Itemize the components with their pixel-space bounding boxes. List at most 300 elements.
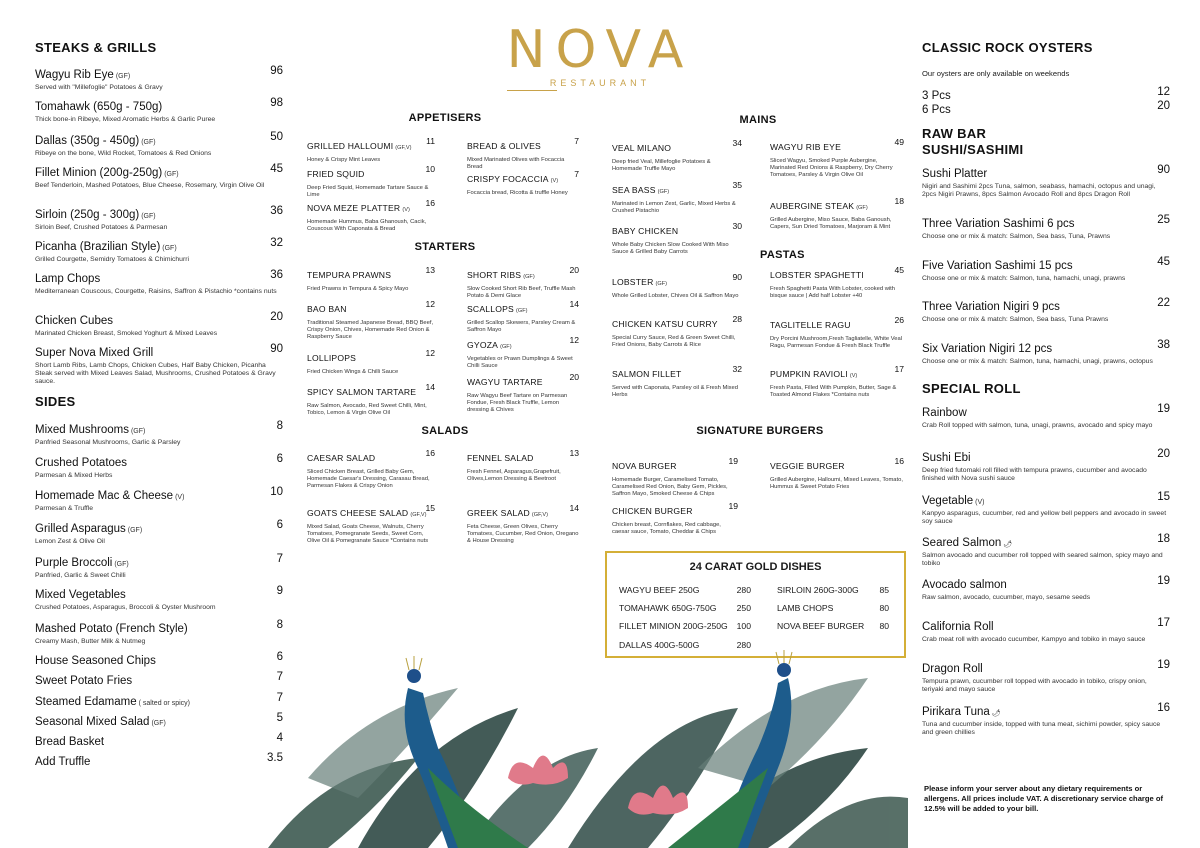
salads-heading: SALADS — [421, 425, 469, 437]
menu-item-description: Chicken breast, Cornflakes, Red cabbage, caesar sauce, Tomato, Cheddar & Chips — [612, 522, 721, 535]
menu-item-description: Tuna and cucumber inside, topped with tuna meat, sichimi powder, spicy sauce and green chillies — [922, 721, 1161, 736]
starters-heading: STARTERS — [414, 241, 476, 253]
menu-item-name: Sirloin (250g - 300g) — [35, 209, 140, 221]
menu-item-price: 7 — [276, 553, 283, 565]
menu-item-title-row — [467, 136, 579, 154]
menu-item-price: 8 — [276, 420, 283, 432]
menu-item-description: Sliced Chicken Breast, Grilled Baby Gem, Homemade Caesar's Dressing, Carasau Bread, Parmesan Flakes & Crispy Onion — [307, 469, 430, 489]
menu-item-title-row — [35, 269, 283, 287]
menu-item-title-row — [922, 448, 1170, 466]
menu-item — [35, 97, 283, 124]
menu-item-price: 28 — [732, 314, 742, 324]
leaves-decoration — [268, 678, 908, 848]
menu-item — [35, 692, 283, 710]
menu-item — [467, 136, 579, 171]
menu-item-description: Crab meat roll with avocado cucumber, Kampyo and tobiko in mayo sauce — [922, 636, 1146, 643]
menu-item — [612, 364, 742, 399]
menu-item-description: Homemade Burger, Caramelised Tomato, Caramelised Red Onion, Baby Gem, Pickles, Saffron Mayo, Smoked Cheese & Chips — [612, 477, 728, 497]
menu-item-price: 45 — [1157, 256, 1170, 268]
menu-item-description: Marinated Chicken Breast, Smoked Yoghurt & Mixed Leaves — [35, 330, 218, 337]
oysters-heading: CLASSIC ROCK OYSTERS — [922, 40, 1093, 55]
menu-item-description: Choose one or mix & match: Salmon, tuna, hamachi, unagi, prawns, octopus — [922, 358, 1153, 365]
menu-item-price: 7 — [276, 671, 283, 683]
menu-item-name: CHICKEN BURGER — [612, 506, 693, 516]
menu-item — [467, 169, 579, 197]
menu-item-title-row — [35, 420, 283, 438]
menu-item-name: Three Variation Sashimi 6 pcs — [922, 218, 1075, 230]
menu-item-description: Vegetables or Prawn Dumplings & Sweet Chilli Sauce — [467, 356, 573, 369]
menu-item-title-row — [307, 136, 435, 154]
menu-item-price: 45 — [270, 163, 283, 175]
menu-item-price: 18 — [1157, 533, 1170, 545]
menu-item — [35, 269, 283, 296]
menu-item-description: Choose one or mix & match: Salmon, Sea bass, Tuna, Prawns — [922, 233, 1111, 240]
menu-item-description: Nigiri and Sashimi 2pcs Tuna, salmon, seabass, hamachi, octopus and unagi, 2pcs Nigiri Prawns, 8pcs Salmon Avocado Roll and 8pcs Dragon Roll — [922, 183, 1156, 198]
menu-item — [612, 221, 742, 256]
special-roll-heading: SPECIAL ROLL — [922, 381, 1021, 396]
menu-item-title-row — [612, 314, 742, 332]
menu-item-name: CHICKEN KATSU CURRY — [612, 319, 718, 329]
dietary-tag: (V) — [175, 494, 185, 501]
menu-item-title-row — [35, 692, 283, 710]
dietary-tag: (V) — [402, 207, 410, 213]
menu-item-name: California Roll — [922, 621, 994, 633]
menu-item — [612, 180, 742, 215]
menu-item — [922, 214, 1170, 241]
mains-heading: MAINS — [739, 114, 777, 126]
menu-item-description: Raw Salmon, Avocado, Red Sweet Chilli, Mint, Tobico, Lemon & Virgin Olive Oil — [307, 403, 427, 416]
dietary-tag: (GF) — [162, 245, 177, 252]
gold-dishes-heading: 24 CARAT GOLD DISHES — [689, 561, 822, 573]
menu-item-name: Homemade Mac & Cheese — [35, 490, 174, 502]
menu-item-price: 13 — [425, 265, 435, 275]
menu-item-title-row — [922, 617, 1170, 635]
menu-item-description: Homemade Hummus, Baba Ghanoush, Cacik, Couscous With Caponata & Bread — [307, 219, 427, 232]
dietary-tag: (GF) — [657, 189, 670, 195]
menu-item-title-row — [307, 348, 435, 366]
menu-item-title-row — [922, 256, 1170, 274]
menu-item-price: 10 — [270, 486, 283, 498]
menu-item-description: Fried Chicken Wings & Chilli Sauce — [307, 369, 399, 375]
menu-item-description: Mixed Salad, Goats Cheese, Walnuts, Cherry Tomatoes, Pomegranate Seeds, Sweet Corn, Olive Oil & Pomegranate Sauce *Contains nuts — [307, 524, 429, 544]
menu-item-price: 32 — [732, 364, 742, 374]
menu-item-name: FRIED SQUID — [307, 169, 365, 179]
gold-dish-name: FILLET MINION 200G-250G — [619, 621, 728, 631]
rawbar-heading: RAW BAR — [922, 126, 987, 141]
menu-item-name: NOVA MEZE PLATTER — [307, 203, 401, 213]
menu-item — [307, 198, 435, 233]
menu-item — [467, 448, 579, 483]
menu-item-name: 6 Pcs — [922, 104, 951, 116]
menu-item — [307, 136, 435, 164]
menu-item-title-row — [922, 659, 1170, 677]
menu-item-name: Three Variation Nigiri 9 pcs — [922, 301, 1060, 313]
menu-item — [922, 164, 1170, 199]
menu-item-name: Add Truffle — [35, 756, 91, 768]
menu-item-name: Purple Broccoli — [35, 557, 113, 569]
menu-item-description: Deep fried Veal, Millefoglie Potatoes & Homemade Truffle Mayo — [612, 159, 711, 172]
logo-subtitle: RESTAURANT — [549, 78, 651, 88]
menu-item-title-row — [467, 448, 579, 466]
gold-dish-price: 280 — [736, 640, 751, 650]
menu-item — [467, 335, 579, 370]
menu-item-name: GREEK SALAD — [467, 508, 530, 518]
menu-item — [612, 272, 742, 300]
menu-item-description: Fresh Spaghetti Pasta With Lobster, cooked with bisque sauce | Add half Lobster +40 — [770, 286, 896, 299]
menu-item-price: 19 — [1157, 403, 1170, 415]
menu-item-title-row — [922, 339, 1170, 357]
menu-item-name: GRILLED HALLOUMI — [307, 141, 394, 151]
menu-item-description: Parmesan & Truffle — [35, 505, 94, 512]
menu-item — [307, 265, 435, 293]
menu-item — [35, 585, 283, 612]
menu-item-description: Whole Baby Chicken Slow Cooked With Miso Sauce & Grilled Baby Carrots — [612, 242, 729, 255]
menu-item-title-row — [922, 491, 1170, 509]
menu-item-title-row — [612, 138, 742, 156]
menu-item-title-row — [467, 169, 579, 187]
menu-item-description: Choose one or mix & match: Salmon, tuna, hamachi, unagi, prawns — [922, 275, 1126, 282]
menu-item-price: 20 — [569, 372, 579, 382]
menu-item-price: 6 — [276, 519, 283, 531]
menu-item — [922, 575, 1170, 602]
menu-item-description: Traditional Steamed Japanese Bread, BBQ Beef, Crispy Onion, Chives, Homemade Red Onion & Raspberry Sauce — [307, 320, 434, 340]
menu-item-price: 7 — [574, 136, 579, 146]
gold-dish — [619, 621, 751, 631]
menu-item-title-row — [922, 100, 1170, 118]
menu-item-title-row — [612, 456, 738, 474]
menu-item-price: 14 — [425, 382, 435, 392]
menu-item — [922, 491, 1170, 526]
menu-item-description: Tempura prawn, cucumber roll topped with avocado in tobiko, crispy onion, teriyaki and mayo sauce — [922, 678, 1147, 693]
menu-item-title-row — [35, 553, 283, 571]
menu-item — [770, 315, 904, 350]
menu-item-description: Feta Cheese, Green Olives, Cherry Tomatoes, Cucumber, Red Onion, Oregano & House Dressing — [467, 524, 579, 544]
menu-item-name: SHORT RIBS — [467, 270, 522, 280]
menu-item-price: 96 — [270, 65, 283, 77]
menu-item-price: 34 — [732, 138, 742, 148]
menu-item — [35, 311, 283, 338]
gold-dish — [619, 585, 751, 595]
dietary-tag: (GF) — [151, 720, 166, 727]
dietary-tag: 🌶 — [991, 710, 1001, 717]
menu-item-title-row — [612, 501, 738, 519]
menu-item-title-row — [922, 702, 1170, 720]
dietary-tag: (GF,V) — [395, 145, 412, 151]
menu-item — [307, 382, 435, 417]
menu-item-name: VEAL MILANO — [612, 143, 672, 153]
menu-item — [467, 265, 579, 300]
menu-item — [467, 372, 579, 414]
menu-item-name: WAGYU RIB EYE — [770, 142, 842, 152]
dietary-tag: (GF) — [500, 344, 512, 350]
menu-item — [35, 420, 283, 447]
menu-item-price: 20 — [270, 311, 283, 323]
menu-item-price: 38 — [1157, 339, 1170, 351]
menu-item-title-row — [307, 164, 435, 182]
dietary-tag: 🌶 — [1003, 541, 1013, 548]
menu-item-name: CRISPY FOCACCIA — [467, 174, 549, 184]
menu-item-price: 20 — [569, 265, 579, 275]
menu-item — [35, 519, 283, 546]
menu-item — [35, 65, 283, 92]
menu-item — [35, 651, 283, 669]
peacock-illustration — [268, 648, 908, 848]
menu-item-name: Mixed Vegetables — [35, 589, 126, 601]
menu-item-description: Grilled Courgette, Semidry Tomatoes & Chimichurri — [35, 256, 189, 263]
dietary-tag: (GF) — [164, 171, 179, 178]
menu-item-name: Wagyu Rib Eye — [35, 69, 114, 81]
menu-item-name: LOLLIPOPS — [307, 353, 357, 363]
menu-item-title-row — [307, 503, 435, 521]
menu-item-price: 49 — [894, 137, 904, 147]
menu-item-price: 90 — [270, 343, 283, 355]
menu-item — [922, 256, 1170, 283]
menu-item-title-row — [770, 364, 904, 382]
steaks-heading: STEAKS & GRILLS — [35, 40, 157, 55]
menu-item-description: Deep Fried Squid, Homemade Tartare Sauce & Lime — [307, 185, 429, 198]
menu-item-title-row — [35, 311, 283, 329]
menu-item — [922, 659, 1170, 694]
menu-item-description: Dry Porcini Mushroom,Fresh Tagliatelle, White Veal Ragu, Parmesan Fondue & Fresh Black Truffle — [770, 336, 902, 349]
menu-item-name: AUBERGINE STEAK — [770, 201, 855, 211]
menu-item-name: LOBSTER SPAGHETTI — [770, 270, 864, 280]
dietary-tag: (GF) — [130, 428, 146, 435]
menu-item-price: 12 — [569, 335, 579, 345]
menu-item-title-row — [467, 265, 579, 283]
menu-item-title-row — [612, 180, 742, 198]
menu-item-name: SALMON FILLET — [612, 369, 682, 379]
menu-item-name: Tomahawk (650g - 750g) — [35, 101, 163, 113]
sides-heading: SIDES — [35, 394, 76, 409]
menu-item-price: 25 — [1157, 214, 1170, 226]
menu-item-price: 16 — [425, 198, 435, 208]
gold-dish-name: WAGYU BEEF 250G — [619, 585, 700, 595]
menu-item-name: NOVA BURGER — [612, 461, 677, 471]
menu-item-description: Slow Cooked Short Rib Beef, Truffle Mash Potato & Demi Glace — [467, 286, 576, 299]
menu-item-price: 98 — [270, 97, 283, 109]
menu-item — [35, 131, 283, 158]
menu-item-description: Short Lamb Ribs, Lamb Chops, Chicken Cubes, Half Baby Chicken, Picanha Steak served with Mixed Leaves Salad, Mushrooms, Crushed Potatoes & Gravy sauce. — [35, 362, 276, 385]
menu-item-name: SPICY SALMON TARTARE — [307, 387, 417, 397]
menu-item-name: Rainbow — [922, 407, 967, 419]
menu-item-title-row — [307, 448, 435, 466]
menu-item-name: Seared Salmon — [922, 537, 1002, 549]
rawbar-subheading: SUSHI/SASHIMI — [922, 142, 1024, 157]
menu-item-name: Dallas (350g - 450g) — [35, 135, 140, 147]
menu-item — [35, 205, 283, 232]
menu-item-description: Parmesan & Mixed Herbs — [35, 472, 113, 479]
menu-item-name: Super Nova Mixed Grill — [35, 347, 154, 359]
menu-item-title-row — [467, 503, 579, 521]
menu-item-price: 15 — [1157, 491, 1170, 503]
menu-item-price: 11 — [426, 136, 435, 146]
menu-item-description: Sirloin Beef, Crushed Potatoes & Parmesan — [35, 224, 168, 231]
dietary-tag: (V) — [550, 178, 559, 184]
gold-dish-price: 80 — [879, 603, 889, 613]
gold-dish-price: 80 — [879, 621, 889, 631]
menu-item-description: Crushed Potatoes, Asparagus, Broccoli & Oyster Mushroom — [35, 604, 216, 611]
menu-item-name: SCALLOPS — [467, 304, 514, 314]
menu-item-title-row — [35, 453, 283, 471]
menu-item — [35, 671, 283, 689]
menu-item-title-row — [35, 519, 283, 537]
menu-item-description: Grilled Scallop Skewers, Parsley Cream & Saffron Mayo — [467, 320, 576, 333]
menu-item-name: LOBSTER — [612, 277, 654, 287]
menu-item-name: Grilled Asparagus — [35, 523, 126, 535]
menu-item-price: 17 — [1157, 617, 1170, 629]
menu-item-title-row — [307, 265, 435, 283]
dietary-tag: (GF) — [655, 281, 668, 287]
menu-item-price: 45 — [894, 265, 904, 275]
menu-item-description: Mixed Marinated Olives with Focaccia Bread — [467, 157, 565, 170]
menu-item-description: Raw salmon, avocado, cucumber, mayo, sesame seeds — [922, 594, 1091, 601]
menu-item-name: Seasonal Mixed Salad — [35, 716, 150, 728]
menu-item-price: 7 — [276, 692, 283, 704]
menu-item-title-row — [922, 403, 1170, 421]
menu-item-description: Deep fried futomaki roll filled with tempura prawns, cucumber and avocado finished with Nova sushi sauce — [922, 467, 1147, 482]
menu-item-name: Mashed Potato (French Style) — [35, 623, 188, 635]
menu-item-name: TEMPURA PRAWNS — [307, 270, 392, 280]
gold-dish-price: 280 — [736, 585, 751, 595]
gold-dish — [777, 585, 889, 595]
menu-item-title-row — [922, 297, 1170, 315]
menu-item-description: Thick bone-in Ribeye, Mixed Aromatic Herbs & Garlic Puree — [35, 116, 216, 123]
menu-item — [467, 299, 579, 334]
dietary-tag: (GF) — [115, 73, 131, 80]
menu-item-name: 3 Pcs — [922, 90, 951, 102]
burgers-heading: SIGNATURE BURGERS — [696, 425, 824, 437]
menu-item-title-row — [307, 299, 435, 317]
menu-item-title-row — [307, 198, 435, 216]
menu-item-price: 6 — [276, 453, 283, 465]
menu-item-name: Five Variation Sashimi 15 pcs — [922, 260, 1073, 272]
menu-item-name: GYOZA — [467, 340, 499, 350]
menu-item-description: Served with Caponata, Parsley oil & Fresh Mixed Herbs — [612, 385, 738, 398]
gold-dish — [777, 621, 889, 631]
menu-item-price: 14 — [569, 299, 579, 309]
menu-item-title-row — [922, 575, 1170, 593]
menu-item-title-row — [612, 272, 742, 290]
menu-item-price: 4 — [276, 732, 283, 744]
menu-item-price: 3.5 — [267, 752, 283, 764]
menu-item-title-row — [307, 382, 435, 400]
menu-item-description: Sliced Wagyu, Smoked Purple Aubergine, Marinated Red Onions & Raspberry, Dry Cherry Tomatoes, Parsley & Virgin Olive Oil — [770, 158, 893, 178]
menu-item — [922, 533, 1170, 568]
menu-item-description: Grilled Aubergine, Halloumi, Mixed Leaves, Tomato, Hummus & Sweet Potato Fries — [770, 477, 903, 490]
menu-item-description: Raw Wagyu Beef Tartare on Parmesan Fondue, Fresh Black Truffle, Lemon dressing & Chives — [467, 393, 568, 413]
menu-item-title-row — [35, 163, 283, 181]
menu-item-name: Mixed Mushrooms — [35, 424, 129, 436]
menu-item-name: Steamed Edamame — [35, 696, 137, 708]
appetisers-heading: APPETISERS — [408, 112, 482, 124]
menu-item — [35, 732, 283, 750]
menu-item-title-row — [467, 372, 579, 390]
menu-item-description: Crab Roll topped with salmon, tuna, unagi, prawns, avocado and spicy mayo — [922, 422, 1153, 429]
menu-item-price: 17 — [894, 364, 904, 374]
menu-item-title-row — [770, 196, 904, 214]
menu-item-price: 6 — [276, 651, 283, 663]
menu-item-name: Lamp Chops — [35, 273, 101, 285]
menu-item-price: 20 — [1157, 100, 1170, 112]
menu-item — [307, 448, 435, 490]
menu-item-name: SEA BASS — [612, 185, 656, 195]
menu-item-price: 35 — [732, 180, 742, 190]
menu-item-price: 18 — [894, 196, 904, 206]
menu-item-price: 13 — [569, 448, 579, 458]
dietary-tag: (GF) — [127, 527, 143, 534]
menu-item — [307, 348, 435, 376]
menu-item-name: PUMPKIN RAVIOLI — [770, 369, 848, 379]
menu-item — [922, 702, 1170, 737]
dietary-tag: (V) — [849, 373, 858, 379]
menu-item — [35, 752, 283, 770]
menu-item-description: Grilled Aubergine, Miso Sauce, Baba Ganoush, Capers, Sun Dried Tomatoes, Marjoram & Mint — [770, 217, 892, 230]
menu-item-price: 19 — [728, 501, 738, 511]
menu-item-title-row — [35, 752, 283, 770]
menu-item — [35, 619, 283, 646]
menu-item-price: 16 — [894, 456, 904, 466]
menu-item — [35, 163, 283, 190]
menu-item-description: Panfried, Garlic & Sweet Chilli — [35, 572, 126, 579]
dietary-tag: (GF) — [141, 139, 156, 146]
gold-dish-name: NOVA BEEF BURGER — [777, 621, 865, 631]
menu-item-description: Creamy Mash, Butter Milk & Nutmeg — [35, 638, 146, 645]
menu-item-description: Honey & Crispy Mint Leaves — [307, 157, 381, 163]
logo-rule — [507, 90, 557, 91]
logo-wordmark: NOVA — [506, 20, 694, 80]
menu-item-name: Picanha (Brazilian Style) — [35, 241, 161, 253]
menu-item-title-row — [35, 343, 283, 361]
menu-item-price: 7 — [574, 169, 579, 179]
menu-item — [307, 503, 435, 545]
menu-item — [922, 448, 1170, 483]
menu-item — [35, 553, 283, 580]
dietary-tag: (GF) — [856, 205, 868, 211]
menu-item-name: Sushi Platter — [922, 168, 988, 180]
menu-item — [612, 456, 738, 498]
menu-item-name: Dragon Roll — [922, 663, 983, 675]
gold-dishes-box — [605, 551, 906, 658]
menu-item-title-row — [467, 335, 579, 353]
menu-item — [770, 364, 904, 399]
menu-item-description: Panfried Seasonal Mushrooms, Garlic & Parsley — [35, 439, 181, 446]
dietary-tag: (GF) — [114, 561, 129, 568]
gold-dish — [777, 603, 889, 613]
menu-item-name: FENNEL SALAD — [467, 453, 534, 463]
menu-item-description: Marinated in Lemon Zest, Garlic, Mixed Herbs & Crushed Pistachio — [612, 201, 736, 214]
menu-item-price: 10 — [425, 164, 435, 174]
gold-dish-name: TOMAHAWK 650G-750G — [619, 603, 717, 613]
menu-item — [307, 299, 435, 341]
dietary-tag: (GF) — [141, 213, 156, 220]
menu-item-description: Fresh Pasta, Filled With Pumpkin, Butter, Sage & Toasted Almond Flakes *Contains nuts — [770, 385, 897, 398]
menu-item-name: Avocado salmon — [922, 579, 1007, 591]
menu-item-title-row — [35, 671, 283, 689]
menu-item-title-row — [35, 131, 283, 149]
dietary-tag: (V) — [975, 499, 985, 506]
menu-item-price: 15 — [425, 503, 435, 513]
menu-item-title-row — [35, 237, 283, 255]
menu-item-description: Mediterranean Couscous, Courgette, Raisins, Saffron & Pistachio *contains nuts — [35, 288, 277, 295]
menu-item-name: Vegetable — [922, 495, 974, 507]
menu-item-title-row — [770, 315, 904, 333]
menu-item-price: 30 — [732, 221, 742, 231]
gold-dish-name: DALLAS 400G-500G — [619, 640, 700, 650]
menu-item-name: CAESAR SALAD — [307, 453, 376, 463]
menu-item-name: Pirikara Tuna — [922, 706, 990, 718]
menu-item-price: 36 — [270, 205, 283, 217]
menu-item-name: Bread Basket — [35, 736, 105, 748]
